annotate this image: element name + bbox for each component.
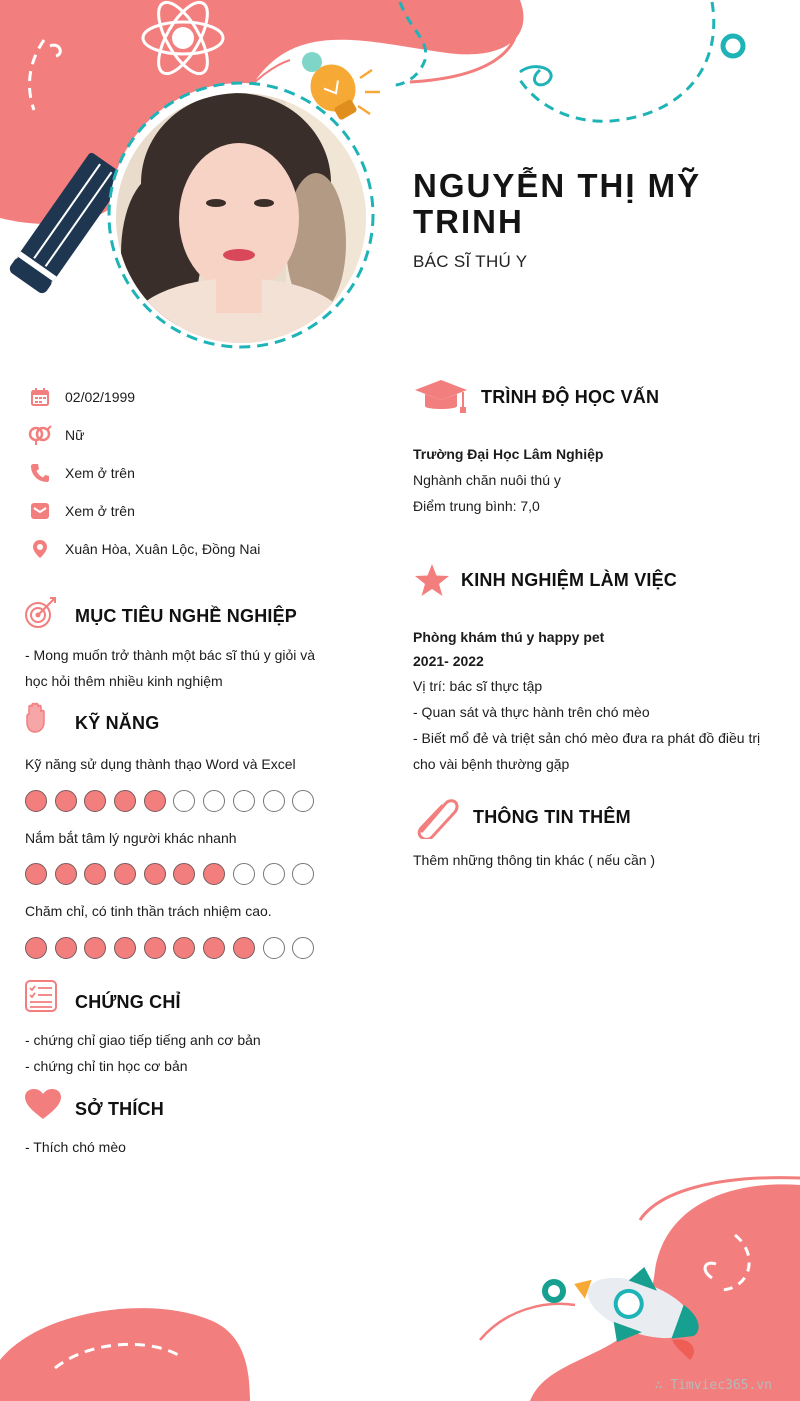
- rating-dot-filled: [55, 863, 77, 885]
- rating-dot-filled: [84, 937, 106, 959]
- rating-dot-empty: [263, 790, 285, 812]
- certificates-title: CHỨNG CHỈ: [75, 992, 181, 1012]
- profile-photo: [116, 93, 366, 343]
- hobby-line-1: - Thích chó mèo: [25, 1139, 126, 1155]
- experience-position: Vị trí: bác sĩ thực tập: [413, 678, 543, 694]
- skill-label-1: Kỹ năng sử dụng thành thạo Word và Excel: [25, 756, 296, 772]
- star-icon: [414, 563, 450, 602]
- address-value: Xuân Hòa, Xuân Lộc, Đồng Nai: [65, 541, 261, 557]
- rating-dot-empty: [233, 790, 255, 812]
- rating-dot-filled: [25, 937, 47, 959]
- objective-line-2: học hỏi thêm nhiều kinh nghiệm: [25, 673, 223, 689]
- gender-value: Nữ: [65, 427, 85, 443]
- rating-dot-filled: [144, 863, 166, 885]
- gender-icon: [28, 423, 52, 447]
- objective-title: MỤC TIÊU NGHỀ NGHIỆP: [75, 606, 298, 626]
- rating-dot-filled: [84, 790, 106, 812]
- contact-gender: [28, 423, 85, 447]
- rating-dot-filled: [173, 937, 195, 959]
- extra-info-text: Thêm những thông tin khác ( nếu cần ): [413, 852, 656, 868]
- skill-label-2: Nắm bắt tâm lý người khác nhanh: [25, 830, 237, 846]
- rating-dot-filled: [114, 937, 136, 959]
- contact-email: [28, 499, 135, 523]
- experience-period: 2021- 2022: [413, 653, 484, 669]
- contact-address: [28, 537, 261, 561]
- job-title: BÁC SĨ THÚ Y: [413, 252, 528, 271]
- rating-dot-filled: [203, 863, 225, 885]
- checklist-icon: [25, 980, 57, 1017]
- rating-dot-filled: [84, 863, 106, 885]
- target-icon: [24, 596, 58, 635]
- rating-dot-filled: [233, 937, 255, 959]
- rating-dot-empty: [292, 863, 314, 885]
- experience-duty-1: - Quan sát và thực hành trên chó mèo: [413, 704, 650, 720]
- paperclip-icon: [414, 797, 460, 844]
- rating-dot-empty: [292, 790, 314, 812]
- heart-icon: [24, 1088, 62, 1125]
- rating-dot-filled: [114, 863, 136, 885]
- footer-decoration: [0, 1160, 800, 1401]
- rating-dot-filled: [25, 863, 47, 885]
- experience-company: Phòng khám thú y happy pet: [413, 629, 605, 645]
- extra-info-title: THÔNG TIN THÊM: [473, 807, 631, 827]
- skill-rating-1: [25, 790, 322, 812]
- phone-value[interactable]: Xem ở trên: [65, 465, 135, 481]
- rating-dot-filled: [203, 937, 225, 959]
- experience-duty-2a: - Biết mổ đẻ và triệt sản chó mèo đưa ra phát đồ điều trị: [413, 730, 761, 746]
- experience-title: KINH NGHIỆM LÀM VIỆC: [461, 570, 678, 590]
- rating-dot-empty: [263, 863, 285, 885]
- education-gpa: Điểm trung bình: 7,0: [413, 498, 540, 514]
- graduation-cap-icon: [413, 378, 469, 421]
- rating-dot-filled: [173, 863, 195, 885]
- rating-dot-filled: [144, 790, 166, 812]
- rating-dot-empty: [173, 790, 195, 812]
- email-icon: [28, 499, 52, 523]
- rating-dot-filled: [144, 937, 166, 959]
- rating-dot-empty: [263, 937, 285, 959]
- hand-icon: [24, 702, 48, 739]
- calendar-icon: [28, 385, 52, 409]
- skill-rating-3: [25, 937, 322, 959]
- experience-duty-2b: cho vài bệnh thường gặp: [413, 756, 570, 772]
- candidate-name: NGUYỄN THỊ MỸ TRINH: [413, 167, 702, 240]
- contact-phone: [28, 461, 135, 485]
- rating-dot-filled: [55, 937, 77, 959]
- email-value[interactable]: Xem ở trên: [65, 503, 135, 519]
- rating-dot-empty: [203, 790, 225, 812]
- phone-icon: [28, 461, 52, 485]
- contact-birthdate: [28, 385, 136, 409]
- location-pin-icon: [28, 537, 52, 561]
- skill-label-3: Chăm chỉ, có tinh thần trách nhiệm cao.: [25, 903, 272, 919]
- objective-line-1: - Mong muốn trở thành một bác sĩ thú y giỏi và: [25, 647, 316, 663]
- skill-rating-2: [25, 863, 322, 885]
- rating-dot-filled: [114, 790, 136, 812]
- education-school: Trường Đại Học Lâm Nghiệp: [413, 446, 604, 462]
- rating-dot-filled: [55, 790, 77, 812]
- certificate-line-1: - chứng chỉ giao tiếp tiếng anh cơ bản: [25, 1032, 261, 1048]
- skills-title: KỸ NĂNG: [75, 713, 160, 733]
- rating-dot-empty: [233, 863, 255, 885]
- birthdate-value: 02/02/1999: [65, 389, 136, 405]
- footer-brand[interactable]: ∴ Timviec365.vn: [654, 1378, 772, 1393]
- rating-dot-filled: [25, 790, 47, 812]
- rating-dot-empty: [292, 937, 314, 959]
- education-major: Nghành chăn nuôi thú y: [413, 472, 561, 488]
- hobbies-title: SỞ THÍCH: [75, 1099, 164, 1119]
- certificate-line-2: - chứng chỉ tin học cơ bản: [25, 1058, 188, 1074]
- education-title: TRÌNH ĐỘ HỌC VẤN: [481, 387, 660, 407]
